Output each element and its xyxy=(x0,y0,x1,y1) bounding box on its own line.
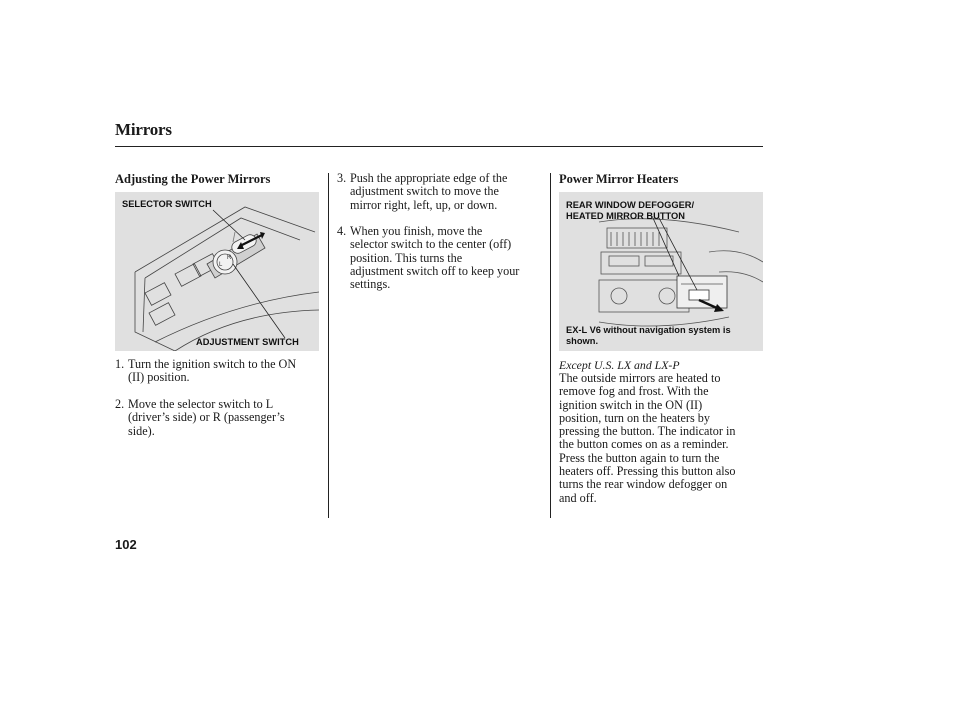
step-number: 3. xyxy=(337,171,347,185)
step-line: Move the selector switch to L xyxy=(128,397,274,411)
step-number: 2. xyxy=(115,397,125,411)
caption-line: EX-L V6 without navigation system is xyxy=(566,325,731,335)
paragraph-line: heaters off. Pressing this button also xyxy=(559,464,736,479)
heater-description xyxy=(559,372,763,505)
figure-caption xyxy=(566,325,731,346)
defogger-button-figure xyxy=(559,192,763,351)
paragraph-line: position, turn on the heaters by xyxy=(559,410,710,425)
step-number: 1. xyxy=(115,357,125,371)
step-number: 4. xyxy=(337,224,347,238)
paragraph-line: The outside mirrors are heated to xyxy=(559,371,721,385)
mirror-switch-figure xyxy=(115,192,319,351)
defogger-button-label xyxy=(566,200,694,221)
page-title: Mirrors xyxy=(115,120,172,139)
page-number: 102 xyxy=(115,537,137,552)
switch-letter-r: R xyxy=(227,255,232,261)
step-line: (II) position. xyxy=(128,370,190,385)
step-line: Push the appropriate edge of the xyxy=(350,171,508,185)
paragraph-line: pressing the button. The indicator in xyxy=(559,424,736,439)
switch-letter-l: L xyxy=(219,262,223,268)
step-line: settings. xyxy=(350,277,391,292)
selector-switch-label: SELECTOR SWITCH xyxy=(122,199,212,209)
column-divider-left xyxy=(328,173,329,518)
paragraph-line: Press the button again to turn the xyxy=(559,450,720,465)
step-line: adjustment switch to move the xyxy=(350,184,499,199)
adjustment-switch-label: ADJUSTMENT SWITCH xyxy=(196,337,299,347)
paragraph-line: and off. xyxy=(559,490,597,505)
step-line: mirror right, left, up, or down. xyxy=(350,197,498,212)
step-line: When you finish, move the xyxy=(350,224,483,238)
paragraph-line: remove fog and frost. With the xyxy=(559,384,709,399)
step-line: position. This turns the xyxy=(350,250,463,265)
section-heading-mirror-heaters: Power Mirror Heaters xyxy=(559,172,679,186)
section-heading-power-mirrors: Adjusting the Power Mirrors xyxy=(115,172,271,186)
paragraph-line: turns the rear window defogger on xyxy=(559,477,728,492)
step-line: (driver’s side) or R (passenger’s xyxy=(128,410,285,425)
step-line: adjustment switch off to keep your xyxy=(350,263,520,278)
title-rule xyxy=(115,146,763,147)
label-line: REAR WINDOW DEFOGGER/ xyxy=(566,200,695,210)
caption-line: shown. xyxy=(566,335,599,346)
paragraph-line: ignition switch in the ON (II) xyxy=(559,397,703,412)
step-line: side). xyxy=(128,423,155,438)
paragraph-line: the button comes on as a reminder. xyxy=(559,437,729,452)
step-line: selector switch to the center (off) xyxy=(350,237,512,252)
model-note: Except U.S. LX and LX-P xyxy=(559,358,680,372)
column-divider-right xyxy=(550,173,551,518)
mirror-switch-illustration xyxy=(115,192,319,351)
label-line: HEATED MIRROR BUTTON xyxy=(566,210,685,221)
step-line: Turn the ignition switch to the ON xyxy=(128,357,297,371)
